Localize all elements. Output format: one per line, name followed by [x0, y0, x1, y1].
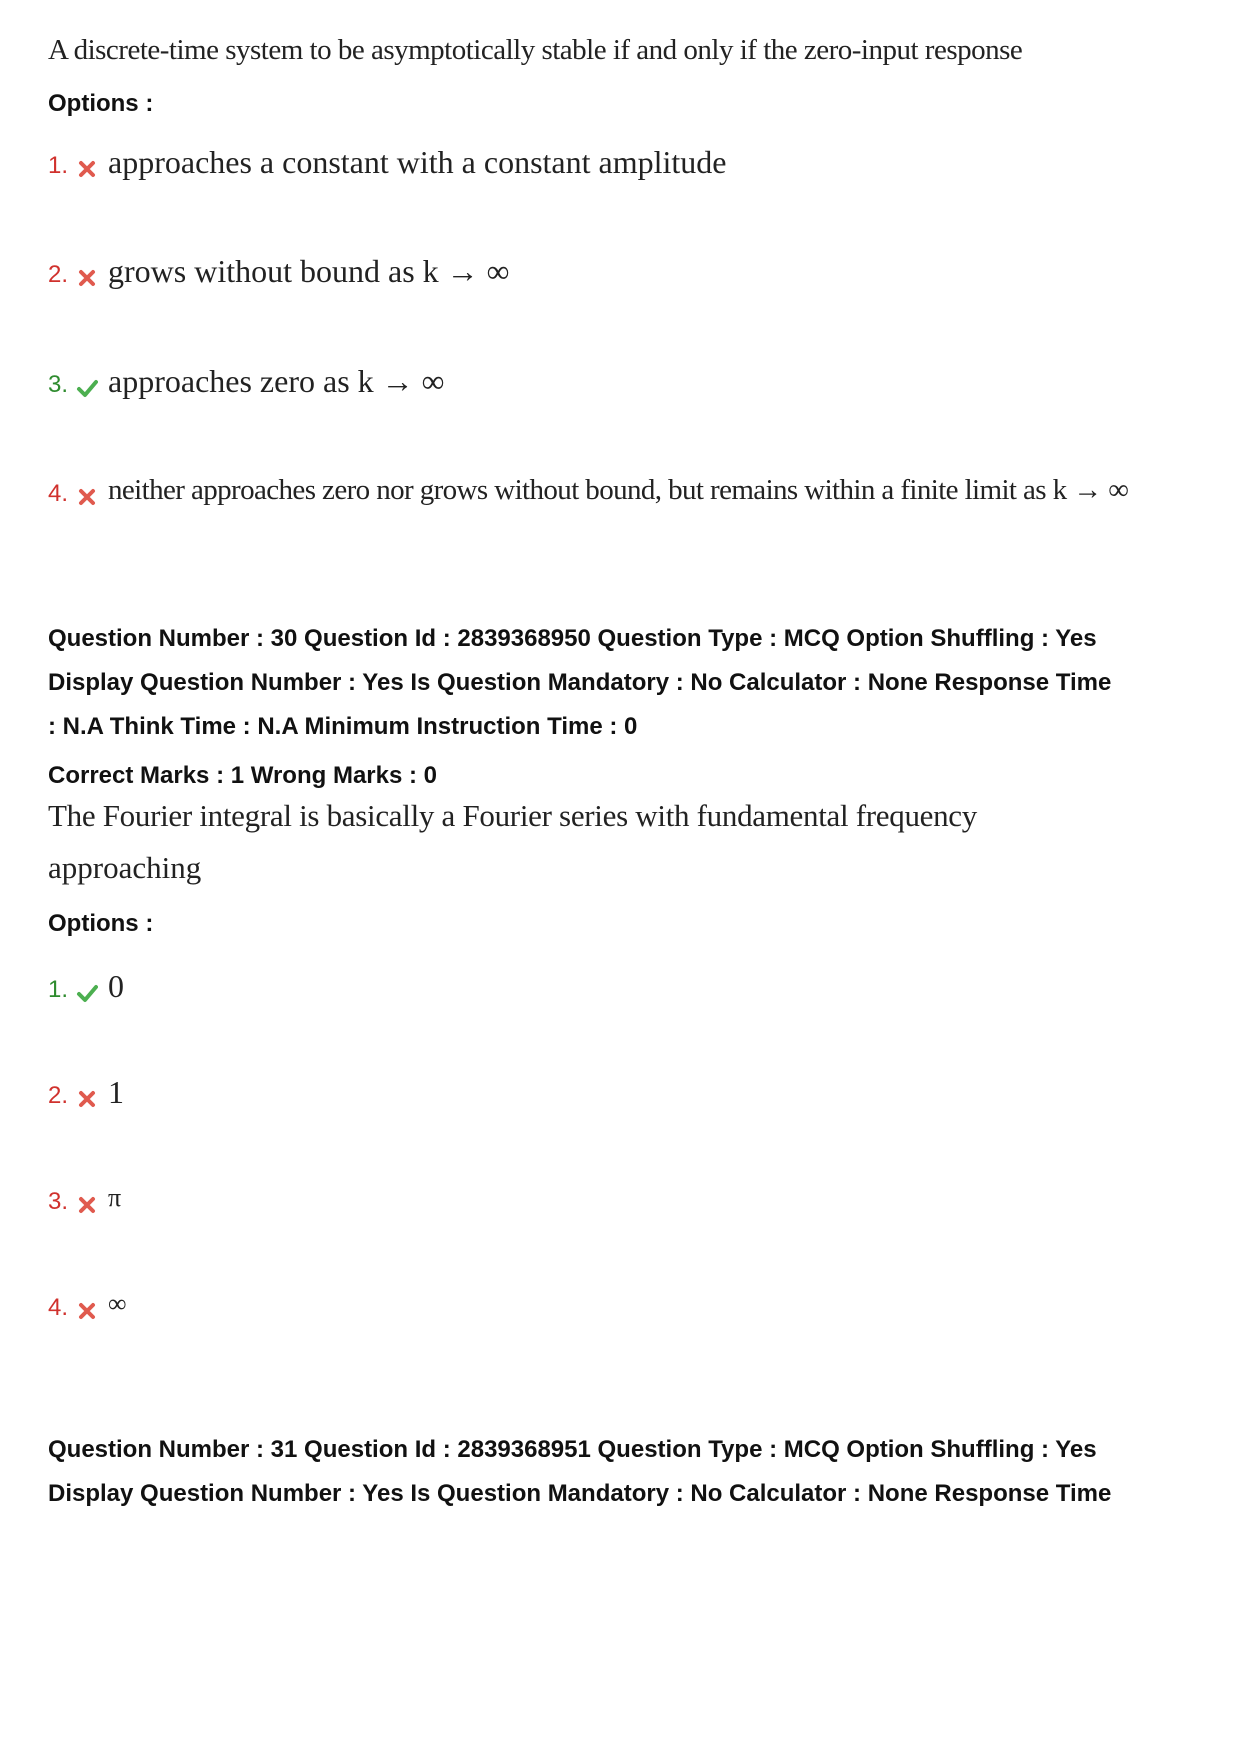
question-31-meta-line-1: Question Number : 31 Question Id : 2839368951 Question Type : MCQ Option Shuffling : Yes [48, 1436, 1097, 1463]
option-number: 1. [48, 152, 69, 179]
option-number: 4. [48, 1294, 69, 1321]
check-icon [76, 377, 98, 399]
option-text: ∞ [108, 1289, 127, 1318]
cross-icon [76, 158, 98, 180]
option-text: π [108, 1183, 122, 1212]
option-text: grows without bound as k → ∞ [108, 253, 510, 289]
option-number: 4. [48, 480, 69, 507]
question-29-option-4 [48, 466, 1128, 510]
question-30-meta-line-1: Question Number : 30 Question Id : 2839368950 Question Type : MCQ Option Shuffling : Yes [48, 625, 1097, 652]
option-text: 0 [108, 968, 124, 1004]
question-30-option-1 [48, 962, 124, 1006]
question-30-option-2 [48, 1068, 124, 1112]
check-icon [76, 982, 98, 1004]
question-29-options-label: Options : [48, 90, 154, 117]
question-29-option-3 [48, 357, 444, 401]
question-30-option-3 [48, 1174, 121, 1218]
option-text: approaches a constant with a constant amplitude [108, 144, 727, 180]
option-number: 3. [48, 1188, 69, 1215]
question-30-meta-line-2: Display Question Number : Yes Is Question Mandatory : No Calculator : None Response Time [48, 669, 1112, 696]
option-number: 2. [48, 1082, 69, 1109]
question-30-text-line-1: The Fourier integral is basically a Fourier series with fundamental frequency [48, 798, 977, 833]
question-30-option-4 [48, 1280, 127, 1324]
cross-icon [76, 1194, 98, 1216]
option-number: 3. [48, 371, 69, 398]
question-30-text-line-2: approaching [48, 850, 202, 885]
question-30-meta-line-3: : N.A Think Time : N.A Minimum Instruction Time : 0 [48, 713, 638, 740]
option-text: approaches zero as k → ∞ [108, 363, 445, 399]
question-29-text: A discrete-time system to be asymptotically stable if and only if the zero-input response [48, 34, 1023, 66]
question-30-marks: Correct Marks : 1 Wrong Marks : 0 [48, 762, 438, 789]
question-29-option-1 [48, 138, 726, 182]
cross-icon [76, 486, 98, 508]
option-text: neither approaches zero nor grows without bound, but remains within a finite limit as k → ∞ [108, 474, 1129, 506]
question-31-meta-line-2: Display Question Number : Yes Is Question Mandatory : No Calculator : None Response Time [48, 1480, 1112, 1507]
question-30-options-label: Options : [48, 910, 154, 937]
option-number: 1. [48, 976, 69, 1003]
cross-icon [76, 1088, 98, 1110]
option-text: 1 [108, 1074, 124, 1110]
cross-icon [76, 267, 98, 289]
option-number: 2. [48, 261, 69, 288]
cross-icon [76, 1300, 98, 1322]
question-29-option-2 [48, 247, 509, 291]
